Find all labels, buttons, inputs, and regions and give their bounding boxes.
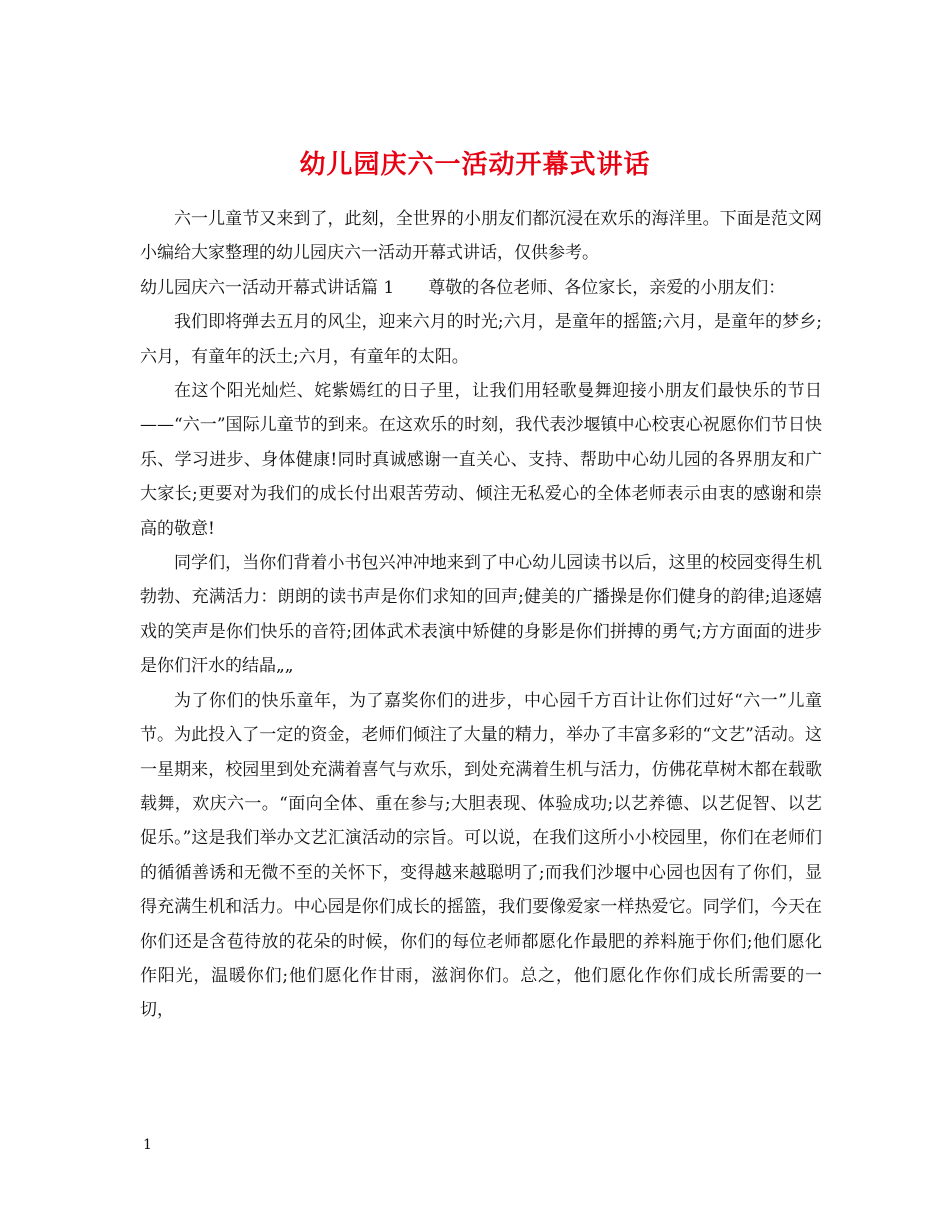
body-paragraph: 为了你们的快乐童年，为了嘉奖你们的进步，中心园千方百计让你们过好“六一”儿童节。为此投入了一定的资金，老师们倾注了大量的精力，举办了丰富多彩的“文艺”活动。这一星期来，校园里到处充满着喜气与欢乐，到处充满着生机与活力，仿佛花草树木都在载歌载舞，欢庆六一。“面向全体、重在参与;大胆表现、体验成功;以艺养德、以艺促智、以艺促乐。”这是我们举办文艺汇演活动的宗旨。可以说，在我们这所小小校园里，你们在老师们的循循善诱和无微不至的关怀下，变得越来越聪明了;而我们沙堰中心园也因有了你们，显得充满生机和活力。中心园是你们成长的摇篮，我们要像爱家一样热爱它。同学们，今天在你们还是含苞待放的花朵的时候，你们的每位老师都愿化作最肥的养料施于你们;他们愿化作阳光，温暖你们;他们愿化作甘雨，滋润你们。总之，他们愿化作你们成长所需要的一切， [140,690,822,1021]
page-number: 1 [143,1137,152,1153]
body-paragraph: 同学们，当你们背着小书包兴冲冲地来到了中心幼儿园读书以后，这里的校园变得生机勃勃、充满活力：朗朗的读书声是你们求知的回声;健美的广播操是你们健身的韵律;追逐嬉戏的笑声是你们快乐的音符;团体武术表演中矫健的身影是你们拼搏的勇气;方方面面的进步是你们汗水的结晶„„ [140,553,822,677]
document-body [140,202,822,1028]
section-heading-paragraph: 幼儿园庆六一活动开幕式讲话篇 1 尊敬的各位老师、各位家长，亲爱的小朋友们： [140,277,786,298]
intro-paragraph: 六一儿童节又来到了，此刻，全世界的小朋友们都沉浸在欢乐的海洋里。下面是范文网小编给大家整理的幼儿园庆六一活动开幕式讲话，仅供参考。 [140,209,822,264]
document-title: 幼儿园庆六一活动开幕式讲话 [299,150,651,181]
body-paragraph: 在这个阳光灿烂、姹紫嫣红的日子里，让我们用轻歌曼舞迎接小朋友们最快乐的节日——“六一”国际儿童节的到来。在这欢乐的时刻，我代表沙堰镇中心校衷心祝愿你们节日快乐、学习进步、身体健康!同时真诚感谢一直关心、支持、帮助中心幼儿园的各界朋友和广大家长;更要对为我们的成长付出艰苦劳动、倾注无私爱心的全体老师表示由衷的感谢和崇高的敬意! [140,381,822,539]
body-paragraph: 我们即将弹去五月的风尘，迎来六月的时光;六月，是童年的摇篮;六月，是童年的梦乡;六月，有童年的沃土;六月，有童年的太阳。 [140,312,822,367]
